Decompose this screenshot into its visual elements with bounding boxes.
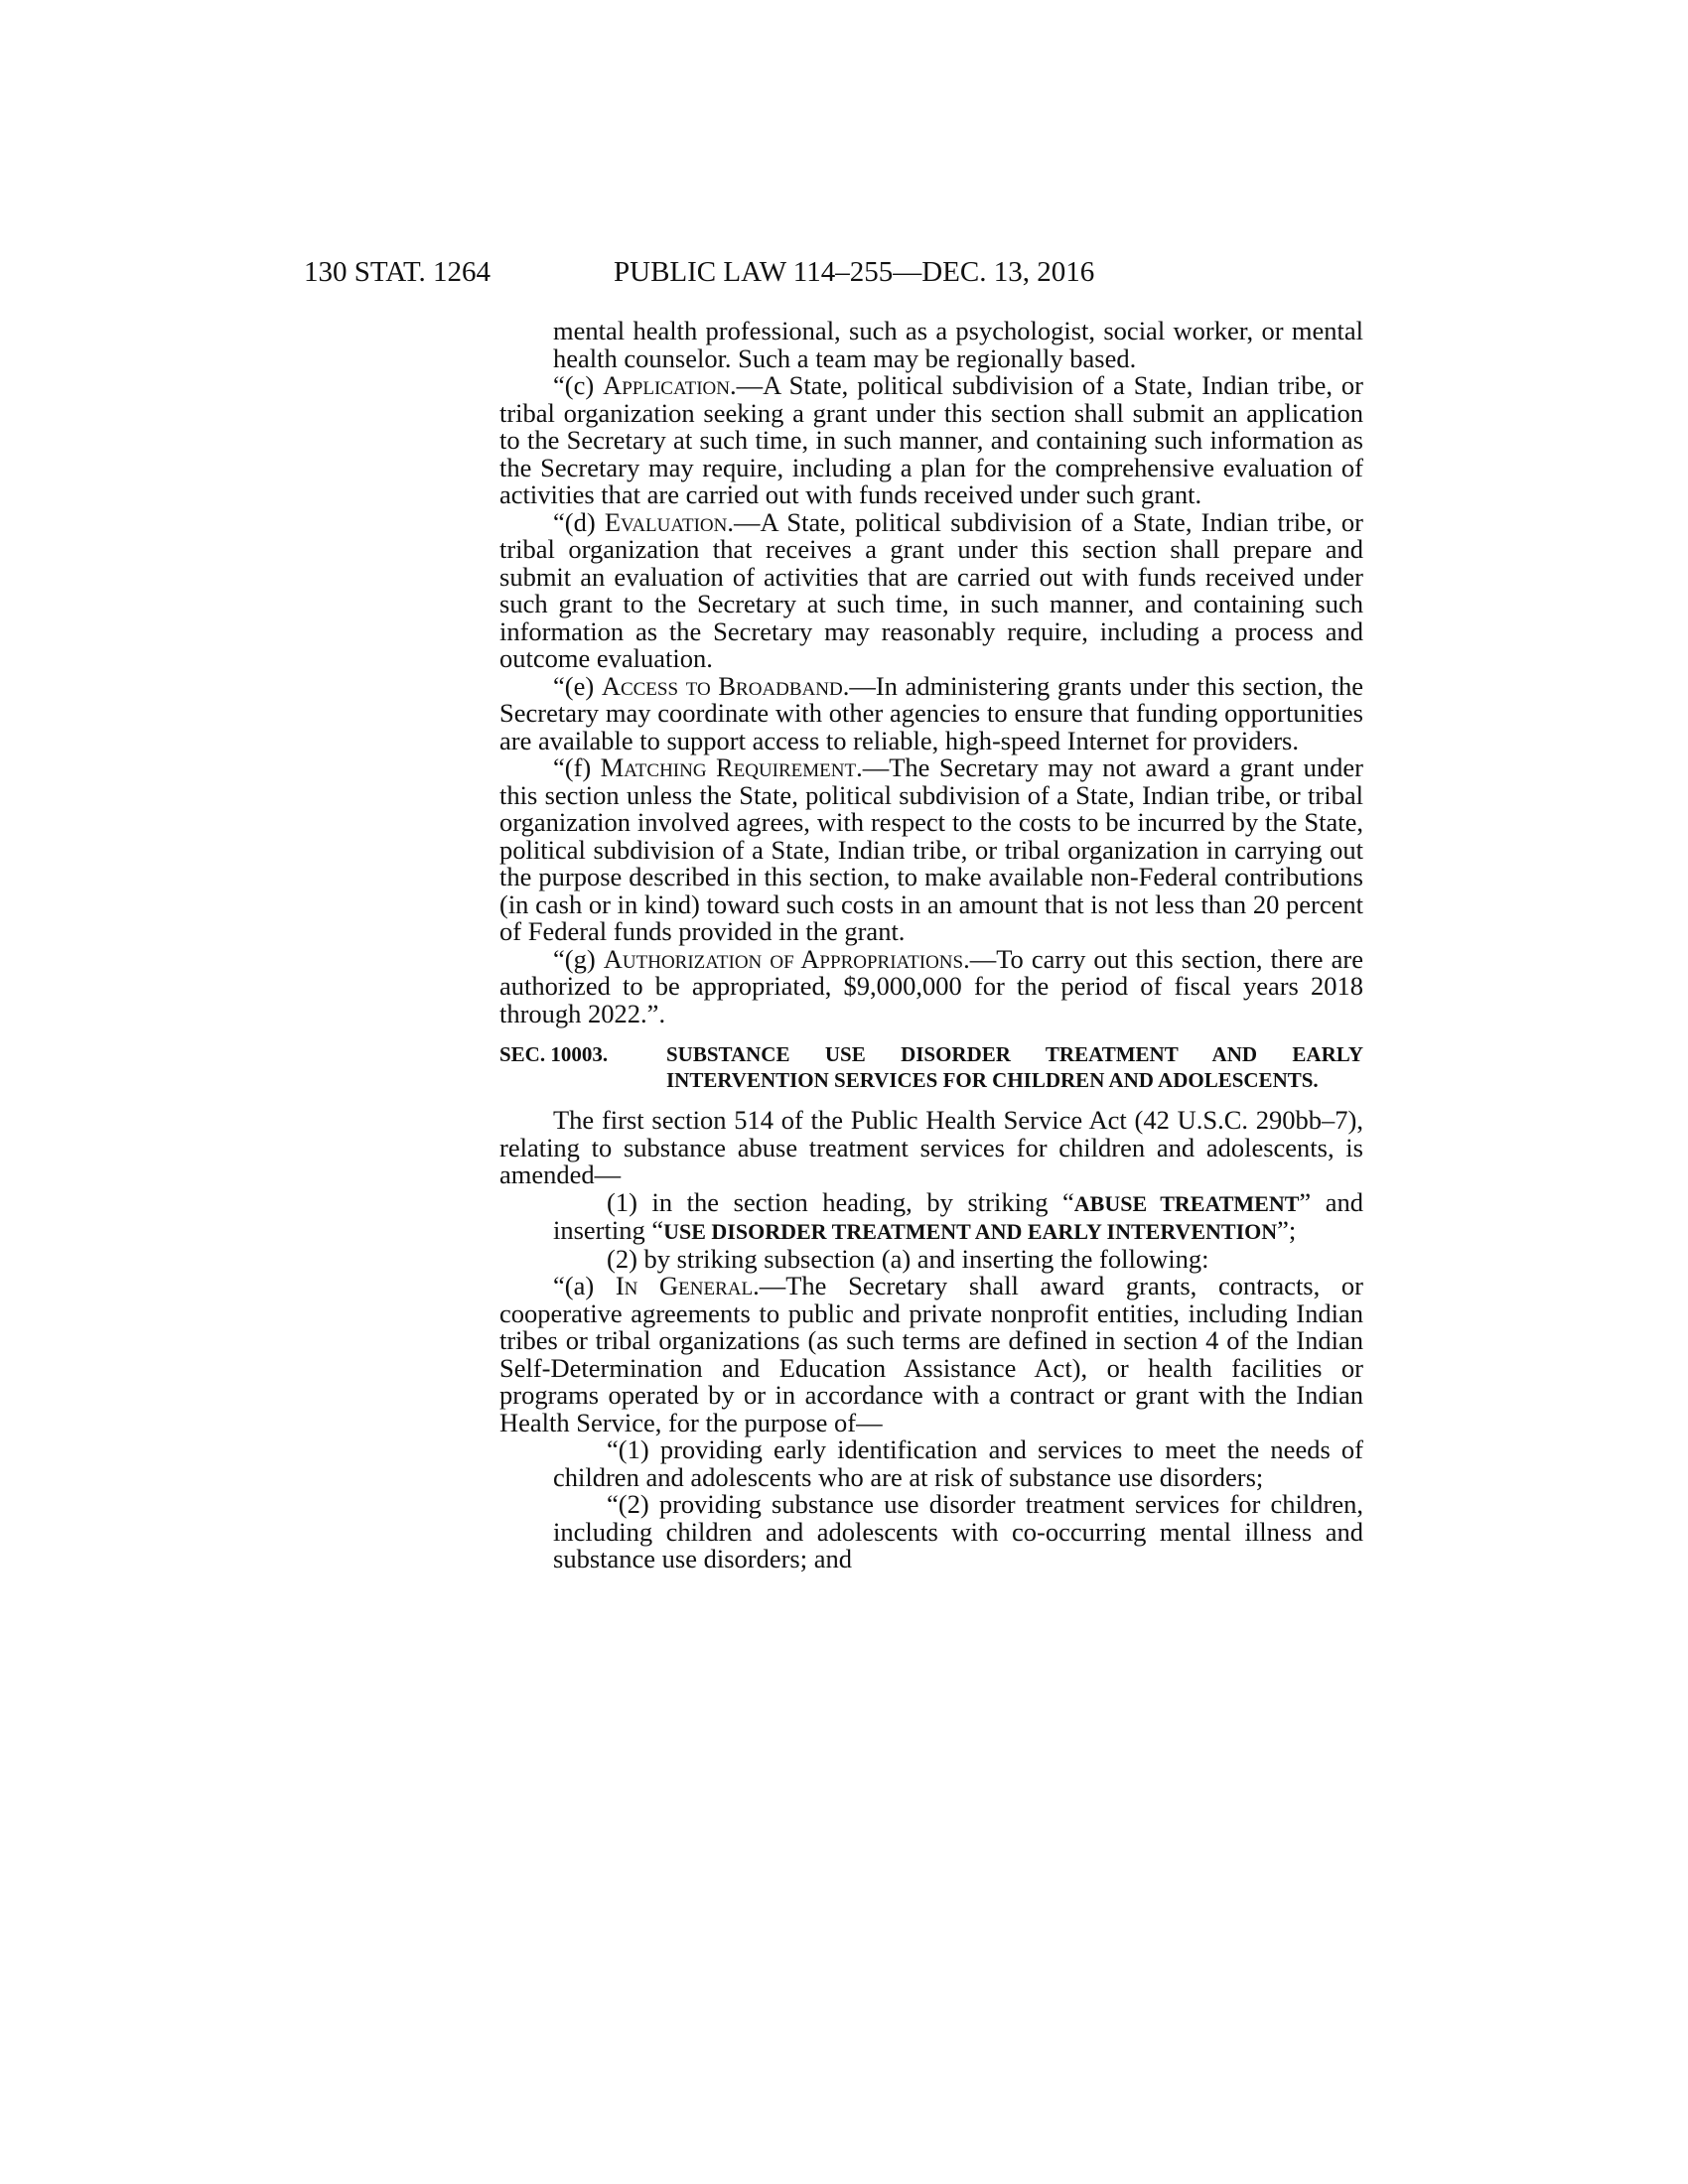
subsection-c xyxy=(499,372,1363,509)
amendment-item-2: (2) by striking subsection (a) and inserting the following: xyxy=(607,1243,1209,1274)
subsection-d-body: .—A State, political subdivision of a State, Indian tribe, or tribal organization that receives a grant under this section shall prepare and submit an evaluation of activities that are carried out with funds received under such grant to the Secretary at such time, in such manner, and containing such information as the Secretary may reasonably require, including a process and outcome evaluation. xyxy=(499,506,1363,673)
section-heading xyxy=(499,1041,1363,1093)
item-1-text-c: ” and inserting “ xyxy=(553,1186,1363,1245)
subsection-f xyxy=(499,754,1363,946)
subsection-a xyxy=(499,1273,1363,1436)
page-header xyxy=(304,252,1221,292)
subsection-e-body: .—In administering grants under this section, the Secretary may coordinate with other agencies to ensure that funding opportunities are available to support access to reliable, high-speed Internet for providers. xyxy=(499,670,1363,755)
subsection-g xyxy=(499,943,1363,1028)
subsection-g-heading: Authorization of Appropriations xyxy=(603,943,964,974)
purpose-item-1: “(1) providing early identification and services to meet the needs of children and adolescents who are at risk of substance use disorders; xyxy=(553,1434,1363,1492)
item-1-struck-heading: ABUSE TREATMENT xyxy=(1073,1190,1300,1216)
subsection-c-body: .—A State, political subdivision of a State, Indian tribe, or tribal organization seeking a grant under this section shall submit an application to the Secretary at such time, in such manner, and containing such information as the Secretary may require, including a plan for the comprehensive evaluation of activities that are carried out with funds received under such grant. xyxy=(499,370,1363,509)
subsection-a-body: .—The Secretary shall award grants, contracts, or cooperative agreements to public and private nonprofit entities, including Indian tribes or tribal organizations (as such terms are defined in section 4 of the Indian Self-Determination and Education Assistance Act), or health facilities or programs operated by or in accordance with a contract or grant with the Indian Health Service, for the purpose of— xyxy=(499,1271,1363,1437)
subsection-f-heading: Matching Requirement xyxy=(600,752,857,782)
section-title: SUBSTANCE USE DISORDER TREATMENT AND EARLY INTERVENTION SERVICES FOR CHILDREN AND ADOLESCENTS. xyxy=(666,1042,1363,1092)
subsection-c-heading: Application xyxy=(603,370,730,400)
subsection-e-heading: Access to Broadband xyxy=(601,670,843,701)
section-intro: The first section 514 of the Public Health Service Act (42 U.S.C. 290bb–7), relating to substance abuse treatment services for children and adolescents, is amended— xyxy=(499,1105,1363,1189)
subsection-a-label: “(a) xyxy=(553,1271,616,1300)
subsection-d xyxy=(499,506,1363,673)
subsection-f-body: .—The Secretary may not award a grant under this section unless the State, political subdivision of a State, Indian tribe, or tribal organization involved agrees, with respect to the costs to be incurred by the State, political subdivision of a State, Indian tribe, or tribal organization in carrying out the purpose described in this section, to make available non-Federal contributions (in cash or in kind) toward such costs in an amount that is not less than 20 percent of Federal funds provided in the grant. xyxy=(499,752,1363,946)
subsection-f-label: “(f) xyxy=(553,752,601,782)
subsection-g-label: “(g) xyxy=(553,943,604,974)
subsection-d-label: “(d) xyxy=(553,506,605,537)
subsection-a-heading: In General xyxy=(615,1271,754,1300)
item-1-text-e: ”; xyxy=(1277,1215,1297,1245)
item-1-inserted-heading: USE DISORDER TREATMENT AND EARLY INTERVENTION xyxy=(663,1219,1278,1244)
main-text xyxy=(499,318,1363,1573)
subsection-e-label: “(e) xyxy=(553,670,602,701)
subsection-c-label: “(c) xyxy=(553,370,604,400)
purpose-item-2: “(2) providing substance use disorder treatment services for children, including children and adolescents with co-occurring mental illness and substance use disorders; and xyxy=(553,1489,1363,1573)
section-number: SEC. 10003. xyxy=(499,1042,609,1066)
amendment-item-1 xyxy=(499,1186,1363,1246)
paragraph-continuation: mental health professional, such as a psychologist, social worker, or mental health counselor. Such a team may be regionally based. xyxy=(553,316,1363,373)
page-number: 130 STAT. 1264 xyxy=(304,256,492,288)
subsection-g-body: .—To carry out this section, there are authorized to be appropriated, $9,000,000 for the period of fiscal years 2018 through 2022.”. xyxy=(499,943,1363,1028)
subsection-e xyxy=(499,670,1363,755)
item-1-text-a: (1) in the section heading, by striking “ xyxy=(607,1186,1074,1217)
running-head: PUBLIC LAW 114–255—DEC. 13, 2016 xyxy=(614,256,1095,288)
subsection-d-heading: Evaluation xyxy=(604,506,728,537)
